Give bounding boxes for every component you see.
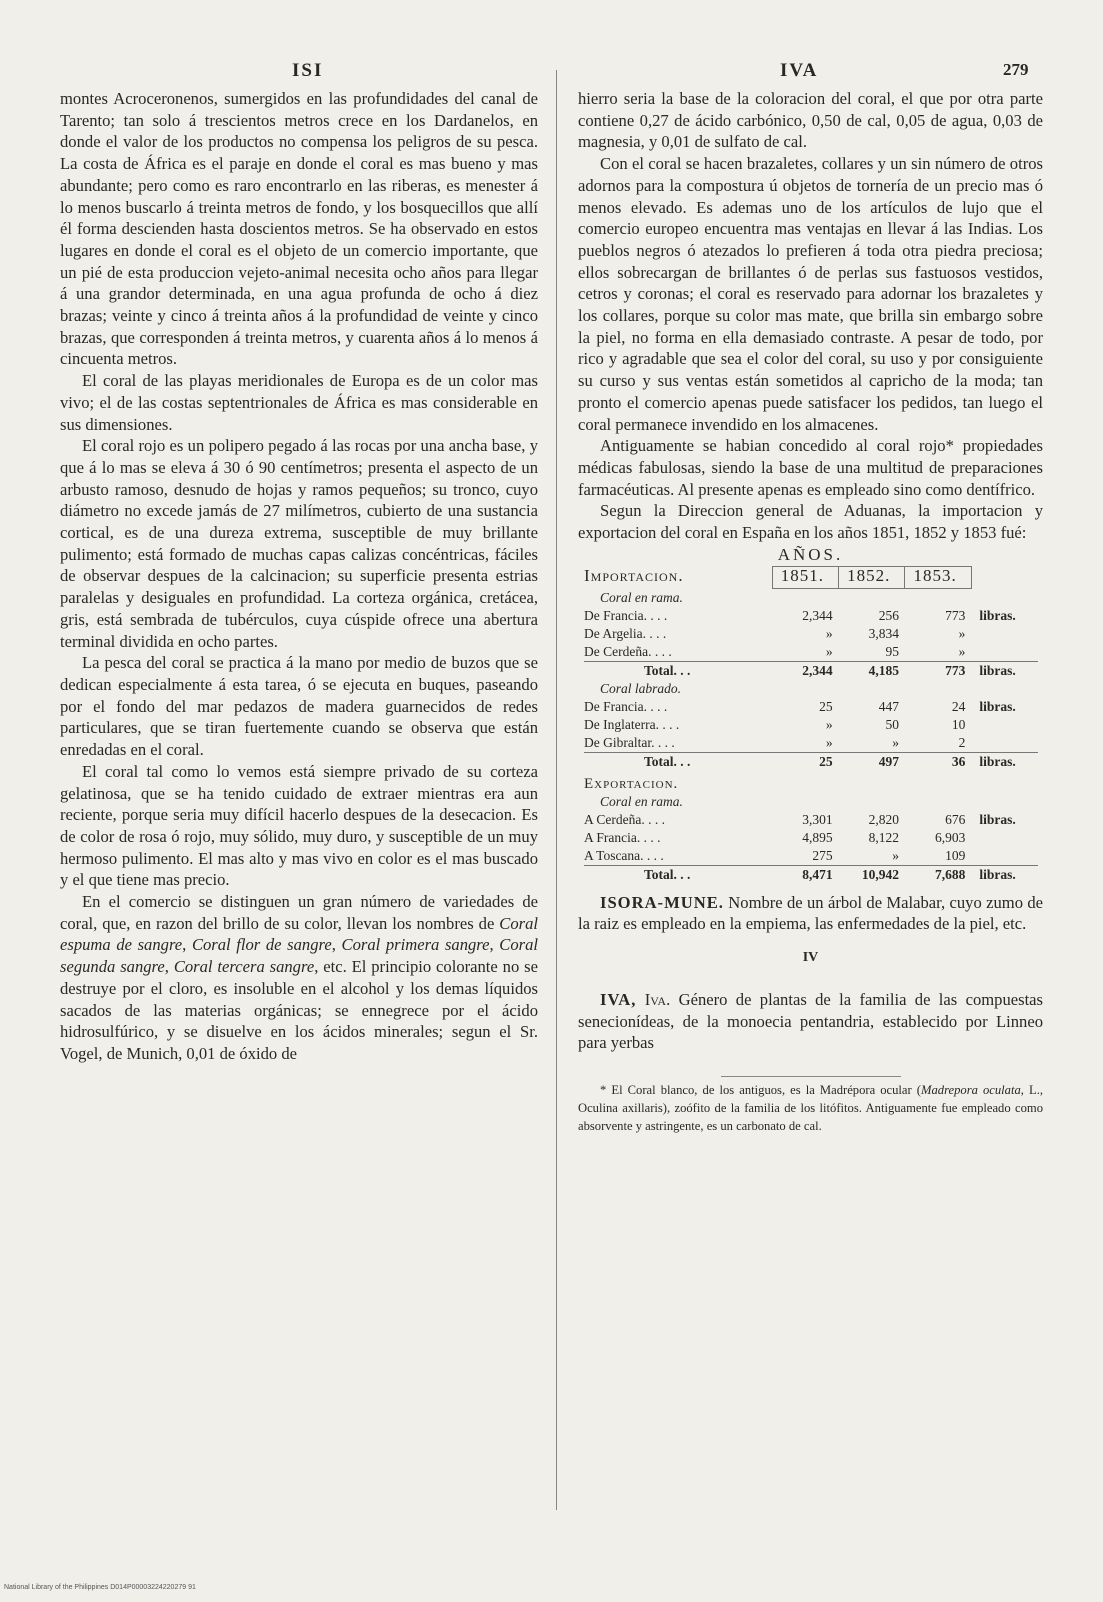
table-cell: 497 <box>839 752 905 771</box>
entry-latin-name: Iva. <box>636 989 671 1009</box>
table-cell: 95 <box>885 643 899 659</box>
table-cell: 6,903 <box>934 829 966 845</box>
table-row <box>584 734 1038 753</box>
table-cell: 25 <box>819 698 833 714</box>
variety-name: Coral flor de sangre <box>191 935 332 955</box>
unit-cell: libras. <box>971 752 1038 771</box>
import-heading: Importacion. <box>584 565 684 585</box>
table-cell: 25 <box>772 752 838 771</box>
paragraph: Antiguamente se habian concedido al coral rojo* propiedades médicas fabulosas, siendo la base de una multitud de preparaciones farmacéuticas. Al presente apenas es empleado sino como dentífrico. <box>578 436 1043 499</box>
export-rows <box>584 811 1038 866</box>
total-row <box>584 865 1038 884</box>
table-row <box>584 625 1038 643</box>
entry-headword: ISORA-MUNE. <box>600 892 724 912</box>
text: * El Coral blanco, de los antiguos, es la Madrépora ocular ( <box>600 1082 921 1097</box>
row-label: De Francia. . . . <box>584 698 668 714</box>
table-cell: 8,471 <box>772 865 838 884</box>
row-label: De Francia. . . . <box>584 607 668 623</box>
row-label: A Toscana. . . . <box>584 847 664 863</box>
table-cell: » <box>825 625 833 641</box>
table-cell: » <box>825 734 833 750</box>
unit-cell <box>971 847 1038 866</box>
row-label: De Cerdeña. . . . <box>584 643 672 659</box>
text: , <box>489 935 500 955</box>
table-row <box>584 811 1038 829</box>
text: , <box>182 935 192 955</box>
table-row <box>584 829 1038 847</box>
table-cell: 2 <box>958 734 966 750</box>
table-row <box>584 698 1038 716</box>
year-header: 1851. <box>772 566 838 588</box>
table-cell: » <box>825 716 833 732</box>
table-row <box>584 643 1038 662</box>
footnote-text <box>578 1081 1043 1135</box>
table-cell: 4,895 <box>802 829 833 845</box>
text: , <box>164 957 174 977</box>
row-label: De Gibraltar. . . . <box>584 734 675 750</box>
column-divider <box>556 70 557 1510</box>
entry-isora-mune <box>578 892 1043 935</box>
total-label: Total. . . <box>584 661 772 680</box>
unit-cell <box>971 829 1038 847</box>
table-cell: » <box>958 625 966 641</box>
table-cell: 447 <box>878 698 899 714</box>
table-cell: 3,301 <box>802 811 833 827</box>
unit-cell <box>971 734 1038 753</box>
left-column <box>60 88 538 1065</box>
table-cell: 10 <box>951 716 966 732</box>
coral-trade-table <box>584 566 1038 884</box>
table-row <box>584 847 1038 866</box>
paragraph: La pesca del coral se practica á la mano por medio de buzos que se dedican especialmente á esta tarea, ó se ejecuta en buques, paseando por el fondo del mar pedazos de madera guarnecidos de redes particulares, que se tiran fuertemente cuando se observa que están enredadas en el coral. <box>60 653 538 760</box>
year-header: 1853. <box>905 566 971 588</box>
table-cell: 275 <box>812 847 833 863</box>
raw-rows <box>584 607 1038 662</box>
table-cell: 2,344 <box>772 661 838 680</box>
table-cell: 773 <box>945 607 966 623</box>
unit-cell <box>971 716 1038 734</box>
paragraph: hierro seria la base de la coloracion del coral, el que por otra parte contiene 0,27 de ácido carbónico, 0,50 de cal, 0,05 de agua, 0,03 de magnesia, y 0,01 de sulfato de cal. <box>578 89 1043 152</box>
paragraph: Segun la Direccion general de Aduanas, la importacion y exportacion del coral en España en los años 1851, 1852 y 1853 fué: <box>578 501 1043 543</box>
table-cell: 2,820 <box>868 811 899 827</box>
category-label: Coral labrado. <box>600 680 682 696</box>
running-head-left: ISI <box>292 60 324 81</box>
entry-text: Género de plantas de la familia de las compuestas senecionídeas, de la monoecia pentandria, establecido por Linneo para yerbas <box>578 989 1044 1053</box>
page-number: 279 <box>1003 60 1029 79</box>
table-cell: 676 <box>945 811 966 827</box>
paragraph: montes Acroceronenos, sumergidos en las profundidades del canal de Tarento; tan solo á trescientos metros crece en los Dardanelos, en donde el valor de los productos no compensa los peligros de su pesca. La costa de África es el paraje en donde el coral es mas bueno y mas abundante; pero como es raro encontrarlo en las riberas, es menester á lo menos buscarlo á treinta metros de fondo, y los bosquecillos que allí él forma descienden hasta doscientos metros. Se ha observado en estos lugares en donde el coral es el objeto de un comercio importante, que un pié de esta produccion vejeto-animal necesita ocho años para llegar á una grandor determinada, en una agua profunda de ocho á diez brazas; veinte y cinco á treinta años á la profundidad de veinte y cinco brazas, que corresponden á treinta metros, y cuarenta años á lo menos á cincuenta metros. <box>60 89 538 369</box>
library-stamp: National Library of the Philippines D014P00003224220279 91 <box>4 1584 196 1591</box>
text: , L., Oculina axillaris), zoófito de la familia de los litófitos. Antiguamente fue empleado como absorvente y astringente, es un carbonato de cal. <box>578 1082 1043 1133</box>
variety-name: Coral tercera sangre <box>173 957 315 977</box>
table-cell: » <box>825 643 833 659</box>
table-row <box>584 716 1038 734</box>
total-row <box>584 752 1038 771</box>
row-label: A Cerdeña. . . . <box>584 811 665 827</box>
year-header: 1852. <box>839 566 905 588</box>
row-label: De Inglaterra. . . . <box>584 716 680 732</box>
footnote-rule <box>721 1076 901 1077</box>
table-cell: 4,185 <box>839 661 905 680</box>
text: En el comercio se distinguen un gran número de variedades de coral, que, en razon del brillo de su color, llevan los nombres de <box>60 892 538 933</box>
text: , <box>331 935 342 955</box>
variety-name: Coral espuma de sangre <box>60 913 538 955</box>
table-cell: 7,688 <box>905 865 971 884</box>
paragraph: El coral rojo es un polipero pegado á las rocas por una ancha base, y que á lo mas se eleva á 30 ó 90 centímetros; presenta el aspecto de un arbusto ramoso, desnudo de hojas y ramos pequeños; su tronco, cuyo diámetro no excede jamás de 27 milímetros, cubierto de una sustancia cortical, es de una dureza extrema, susceptible de muy brillante pulimento; está formado de muchas capas calizas concéntricas, fáciles de observar despues de la calcinacion; su superficie presenta estrias paralelas y desiguales en profundidad. La corteza orgánica, cretácea, gris, está sembrada de tubérculos, cuya cúspide ofrece una abertura terminal dividida en ocho partes. <box>60 436 538 651</box>
variety-name: Coral segunda sangre <box>60 935 539 977</box>
species-name: Madrepora oculata <box>921 1082 1021 1097</box>
footnote <box>578 1076 1043 1135</box>
unit-cell <box>971 625 1038 643</box>
unit-cell: libras. <box>979 607 1016 623</box>
table-cell: 109 <box>945 847 966 863</box>
table-cell: 3,834 <box>868 625 899 641</box>
worked-rows <box>584 698 1038 753</box>
table-cell: » <box>892 847 899 863</box>
category-label: Coral en rama. <box>600 793 683 809</box>
table-cell: 24 <box>951 698 966 714</box>
total-label: Total. . . <box>584 865 772 884</box>
paragraph: Con el coral se hacen brazaletes, collares y un sin número de otros adornos para la compostura ú objetos de tornería de un precio mas ó menos elevado. Es ademas uno de los artículos de lujo que el comercio europeo encuentra mas ventajas en llevar á las Indias. Los pueblos negros ó atezados lo prefieren á toda otra piedra preciosa; ellos sobrecargan de brillantes ó de perlas sus fastuosos vestidos, cetros y coronas; el coral es reservado para adornar los brazaletes y los collares, porque su color mas mate, que brilla sin embargo sobre la piel, no forma en ella demasiado contraste. A pesar de todo, por rico y agradable que sea el color del coral, su uso y por consiguiente su curso y sus ventas están sometidos al capricho de la moda; tan pronto el comercio apenas puede satisfacer los pedidos, tan luego el coral permanece invendido en los almacenes. <box>578 154 1043 434</box>
variety-name: Coral primera sangre <box>341 935 490 955</box>
table-cell: 8,122 <box>868 829 899 845</box>
table-cell: » <box>958 643 966 659</box>
table-cell: » <box>892 734 899 750</box>
total-row <box>584 661 1038 680</box>
table-cell: 773 <box>905 661 971 680</box>
category-label: Coral en rama. <box>600 589 683 605</box>
text: , etc. El principio colorante no se destruye por el cloro, es insoluble en el alcohol y los demas líquidos sacados de las materias orgánicas; se ennegrece por el ácido hidrosulfúrico, y se disuelve en los ácidos minerales; segun el Sr. Vogel, de Munich, 0,01 de óxido de <box>60 957 538 1063</box>
table-row <box>584 607 1038 625</box>
unit-cell: libras. <box>979 811 1016 827</box>
row-label: De Argelia. . . . <box>584 625 667 641</box>
unit-cell: libras. <box>971 865 1038 884</box>
years-caption: AÑOS. <box>777 544 844 564</box>
paragraph: El coral de las playas meridionales de Europa es de un color mas vivo; el de las costas septentrionales de África es mas considerable en sus dimensiones. <box>60 371 538 434</box>
entry-headword: IVA, <box>600 989 637 1009</box>
unit-cell: libras. <box>971 661 1038 680</box>
unit-cell <box>971 643 1038 662</box>
paragraph: El coral tal como lo vemos está siempre privado de su corteza gelatinosa, que se ha tenido cuidado de extraer mientras era aun reciente, porque seria muy difícil hacerlo despues de la desecacion. Es de color de rosa ó rojo, muy sólido, muy duro, y susceptible de un muy hermoso pulimento. El mas alto y mas vivo en color es el mas buscado y el que tiene mas precio. <box>60 761 538 890</box>
entry-iva <box>578 989 1043 1054</box>
total-label: Total. . . <box>584 752 772 771</box>
table-cell: 36 <box>905 752 971 771</box>
unit-cell: libras. <box>979 698 1016 714</box>
table-cell: 2,344 <box>802 607 833 623</box>
table-cell: 10,942 <box>839 865 905 884</box>
entry-text: Nombre de un árbol de Malabar, cuyo zumo de la raiz es empleado en la empiema, las enfermedades de la piel, etc. <box>578 892 1043 934</box>
right-column <box>578 88 1043 1135</box>
paragraph <box>60 891 538 1065</box>
row-label: A Francia. . . . <box>584 829 661 845</box>
table-cell: 50 <box>885 716 899 732</box>
export-heading: Exportacion. <box>584 775 679 792</box>
section-letter: IV <box>802 950 819 966</box>
table-cell: 256 <box>878 607 899 623</box>
running-head-right: IVA <box>780 60 819 81</box>
